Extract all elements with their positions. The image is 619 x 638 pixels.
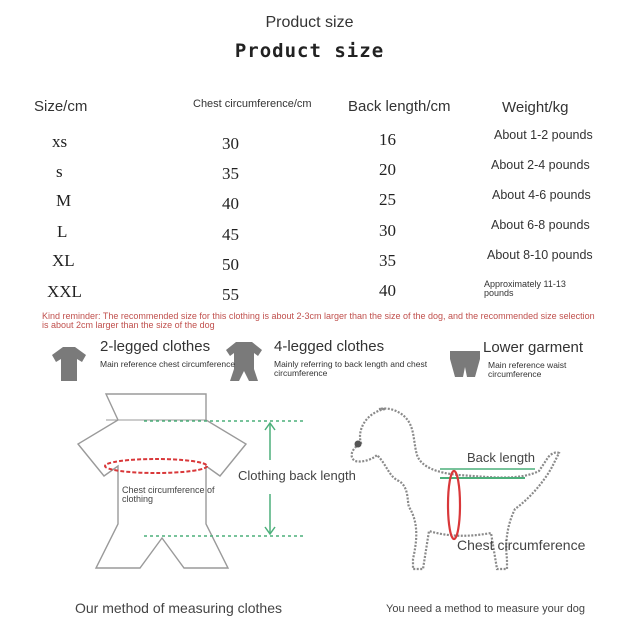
table-cell-size: xs <box>52 132 68 151</box>
dog-back-length-label: Back length <box>467 450 535 465</box>
table-cell-back: 16 <box>379 130 396 149</box>
table-cell-size: M <box>56 191 72 210</box>
table-cell-size: XL <box>52 251 75 270</box>
table-cell-chest: 35 <box>222 164 239 183</box>
page-title: Product size <box>234 40 385 62</box>
kind-reminder: Kind reminder: The recommended size for this clothing is about 2-3cm larger than the size of the dog, and the recommended size selection is about 2cm larger than the size of the dog <box>42 311 595 330</box>
caption-dog-method: You need a method to measure your dog <box>386 603 585 615</box>
category-subtitle-two-legged: Main reference chest circumference <box>100 359 236 369</box>
two-legged-shirt-icon <box>50 344 88 384</box>
table-cell-chest: 55 <box>222 285 239 304</box>
category-subtitle-four-legged: Mainly referring to back length and chest circumference <box>274 359 428 378</box>
table-cell-back: 35 <box>379 251 396 270</box>
table-cell-weight: Approximately 11-13 pounds <box>484 279 566 298</box>
table-cell-back: 25 <box>379 190 396 209</box>
category-title-lower-garment: Lower garment <box>483 339 584 356</box>
col-header-chest: Chest circumference/cm <box>193 98 312 110</box>
table-cell-chest: 30 <box>222 134 239 153</box>
category-title-four-legged: 4-legged clothes <box>274 338 385 355</box>
category-subtitle-lower-garment: Main reference waist circumference <box>488 360 567 379</box>
table-cell-back: 40 <box>379 281 396 300</box>
table-cell-size: L <box>57 222 68 241</box>
table-cell-weight: About 2-4 pounds <box>491 158 590 172</box>
table-cell-size: s <box>56 162 63 181</box>
table-cell-back: 20 <box>379 160 396 179</box>
table-cell-weight: About 4-6 pounds <box>492 188 591 202</box>
page-title-small: Product size <box>265 14 354 31</box>
dog-diagram <box>340 385 590 600</box>
clothing-chest-label: Chest circumference of clothing <box>122 485 215 504</box>
table-cell-chest: 40 <box>222 194 239 213</box>
table-cell-chest: 45 <box>222 225 239 244</box>
col-header-size: Size/cm <box>34 98 88 115</box>
category-title-two-legged: 2-legged clothes <box>100 338 211 355</box>
dog-chest-label: Chest circumference <box>457 537 586 553</box>
table-cell-weight: About 1-2 pounds <box>494 128 593 142</box>
col-header-weight: Weight/kg <box>502 99 569 116</box>
table-cell-weight: About 8-10 pounds <box>487 248 593 262</box>
table-cell-back: 30 <box>379 221 396 240</box>
table-cell-chest: 50 <box>222 255 239 274</box>
caption-clothes-method: Our method of measuring clothes <box>75 600 282 616</box>
col-header-back: Back length/cm <box>348 98 451 115</box>
table-cell-weight: About 6-8 pounds <box>491 218 590 232</box>
table-cell-size: XXL <box>47 282 82 301</box>
clothing-back-length-label: Clothing back length <box>238 468 356 483</box>
